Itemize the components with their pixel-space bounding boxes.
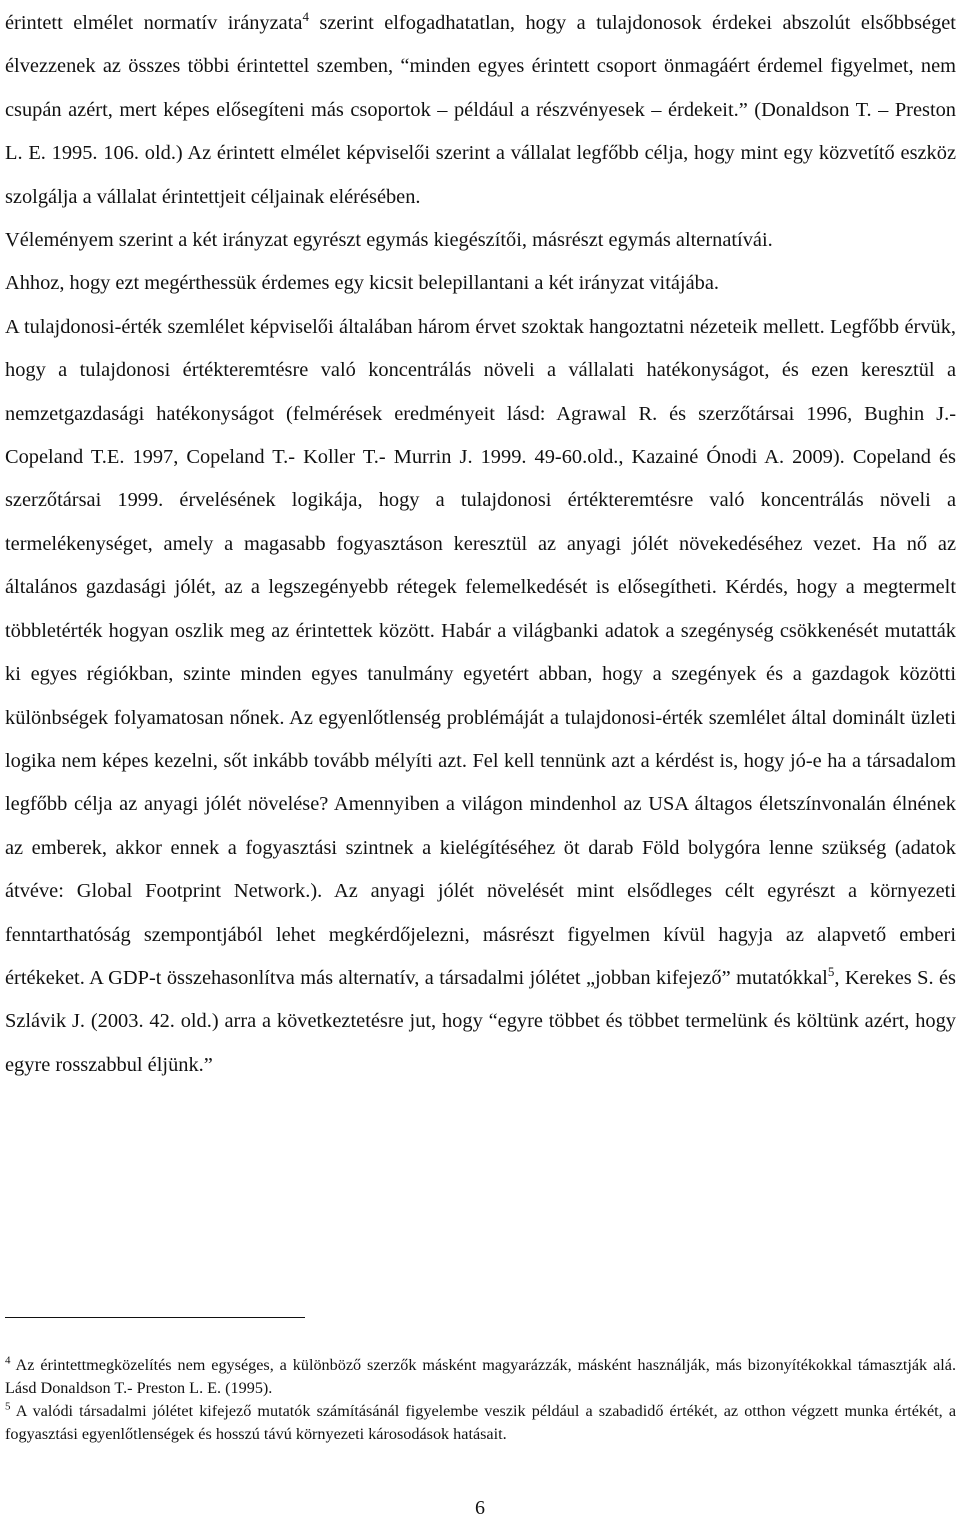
paragraph-1-text-b: szerint elfogadhatatlan, hogy a tulajdonosok érdekei abszolút elsőbbséget élvezzenek az összes többi érintettel szemben, “minden egyes érintett csoport önmagáért érdemel figyelmet, nem csupán azért, mert képes elősegíteni más csoportok – például a részvényesek – érdekeit.” (Donaldson T. – Preston L. E. 1995. 106. old.) Az érintett elmélet képviselői szerint a vállalat legfőbb célja, hogy mint egy közvetítő eszköz szolgálja a vállalat érintettjeit céljainak elérésében. [5, 12, 956, 208]
footnote-separator [5, 1317, 305, 1318]
footnote-4-number: 4 [5, 1354, 11, 1367]
footnote-4 [5, 1354, 956, 1399]
paragraph-4-text-a: A tulajdonosi-érték szemlélet képviselői általában három érvet szoktak hangoztatni nézeteik mellett. Legfőbb érvük, hogy a tulajdonosi értékteremtésre való koncentrálás növeli a vállalati hatékonyságot, és ezen keresztül a nemzetgazdasági hatékonyságot (felmérések eredményeit lásd: Agrawal R. és szerzőtársai 1996, Bughin J.- Copeland T.E. 1997, Copeland T.- Koller T.- Murrin J. 1999. 49-60.old., Kazainé Ónodi A. 2009). Copeland és szerzőtársai 1999. érvelésének logikája, hogy a tulajdonosi értékteremtésre való koncentrálás növeli a termelékenységet, amely a magasabb fogyasztáson keresztül az anyagi jólét növekedéséhez vezet. Ha nő az általános gazdasági jólét, az a legszegényebb rétegek felemelkedését is elősegítheti. Kérdés, hogy a megtermelt többletérték hogyan oszlik meg az érintettek között. Habár a világbanki adatok a szegénység csökkenését mutatták ki egyes régiókban, szinte minden egyes tanulmány egyetért abban, hogy a szegények és a gazdagok közötti különbségek folyamatosan nőnek. Az egyenlőtlenség problémáját a tulajdonosi-érték szemlélet által dominált üzleti logika nem képes kezelni, sőt inkább tovább mélyíti azt. Fel kell tennünk azt a kérdést is, hogy jó-e ha a társadalom legfőbb célja az anyagi jólét növelése? Amennyiben a világon mindenhol az USA áltagos életszínvonalán élnének az emberek, akkor ennek a fogyasztási szintnek a kielégítéséhez öt darab Föld bolygóra lenne szükség (adatok átvéve: Global Footprint Network.). Az anyagi jólét növelését mint elsődleges célt egyrészt a környezeti fenntarthatóság szempontjából lehet megkérdőjelezni, másrészt figyelmen kívül hagyja az alapvető emberi értékeket. A GDP-t összehasonlítva más alternatív, a társadalmi jólétet „jobban kifejező” mutatókkal [5, 315, 956, 989]
paragraph-1 [5, 2, 956, 219]
footnote-5 [5, 1400, 956, 1445]
paragraph-2: Véleményem szerint a két irányzat egyrészt egymás kiegészítői, másrészt egymás alternatívái. [5, 229, 773, 252]
footnotes [5, 1354, 956, 1446]
page-number: 6 [475, 1497, 485, 1519]
footnote-5-number: 5 [5, 1400, 11, 1413]
footnote-ref-4[interactable]: 4 [302, 9, 309, 25]
paragraph-3: Ahhoz, hogy ezt megérthessük érdemes egy kicsit belepillantani a két irányzat vitájába. [5, 272, 719, 295]
paragraph-1-text-a: érintett elmélet normatív irányzata [5, 12, 303, 34]
footnote-4-text: Az érintettmegközelítés nem egységes, a különböző szerzők másként magyarázzák, másként használják, más bizonyítékokkal támasztják alá. Lásd Donaldson T.- Preston L. E. (1995). [5, 1356, 956, 1397]
footnote-5-text: A valódi társadalmi jólétet kifejező mutatók számításánál figyelembe veszik például a szabadidő értékét, az otthon végzett munka értékét, a fogyasztási egyenlőtlenségek és hosszú távú környezeti károsodások hatásait. [5, 1402, 956, 1443]
body-text [5, 2, 956, 1087]
footnote-ref-5[interactable]: 5 [827, 964, 835, 980]
paragraph-4 [5, 306, 956, 1087]
paragraph-4-text-b: , Kerekes S. és Szlávik J. (2003. 42. old.) arra a következtetésre jut, hogy “egyre többet és többet termelünk és költünk azért, hogy egyre rosszabbul éljünk.” [5, 966, 956, 1076]
